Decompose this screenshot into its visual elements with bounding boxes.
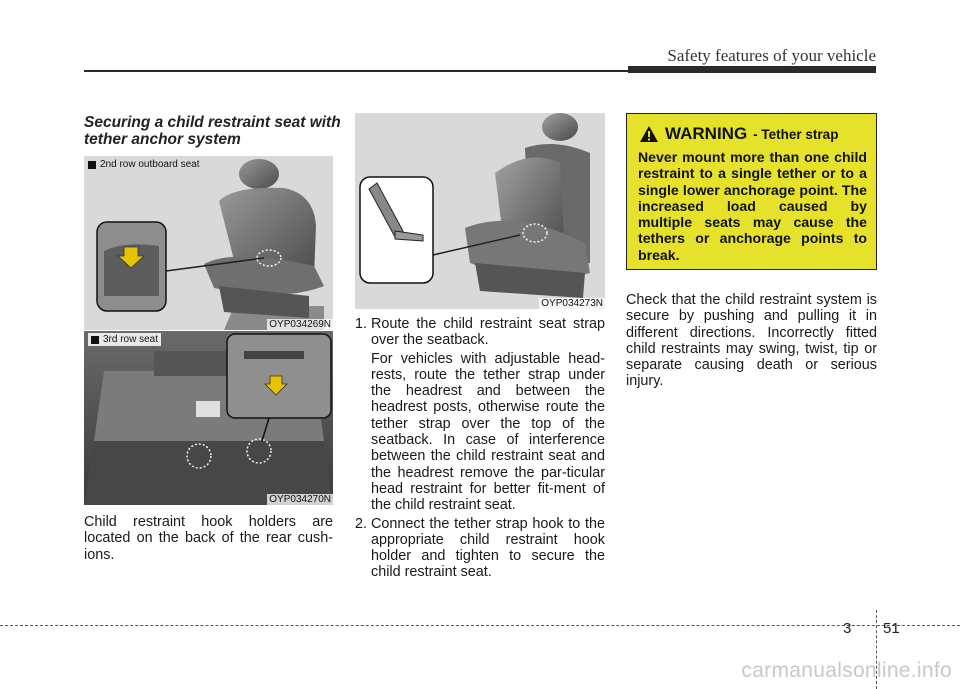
figure-caption: 3rd row seat [88,333,161,346]
section-title: Securing a child restraint seat with tether anchor system [84,114,341,148]
figure-code: OYP034270N [269,494,331,505]
footer-rule [0,625,960,626]
warning-box [626,113,877,270]
body-paragraph: Child restraint hook holders are located on the back of the rear cush-ions. [84,514,333,563]
figure-tether-strap [355,113,605,309]
body-paragraph: Check that the child restraint system is secure by pushing and pulling it in different directions. Incorrectly fitted child restraints may swing, twist, tip or separate causing death or serious injury. [626,292,877,390]
warning-label: WARNING [665,124,748,143]
figure-code: OYP034273N [541,298,603,309]
figure-code: OYP034269N [269,319,331,330]
watermark: carmanualsonline.info [741,659,952,682]
chapter-number: 3 [843,620,852,637]
warning-subtitle: - Tether strap [753,126,839,142]
warning-triangle-icon [639,125,659,143]
step-1-detail: For vehicles with adjustable head-rests, route the tether strap under the headrest and between the headrest posts, otherwise route the tether strap over the top of the seatback. In case of interference between the child restraint seat and the headrest remove the par-ticular head restraint for better fit-ment of the child restraint seat. [371,350,605,514]
instruction-steps [355,316,605,581]
page-number: 51 [883,620,900,637]
step-1: 1. Route the child restraint seat strap over the seatback. [355,316,605,349]
child-seat-illustration [355,113,605,309]
warning-text: Never mount more than one child restraint to a single tether or to a single lower anchorage point. The increased load caused by multiple seats may cause the tethers or anchorage points to break. [638,149,867,263]
seat-illustration [84,156,333,330]
square-bullet-icon [91,336,99,344]
figure-3rd-row-seat [84,331,333,505]
header-tab-bar [628,66,876,73]
running-header: Safety features of your vehicle [667,46,876,65]
figure-caption: 2nd row outboard seat [88,159,200,170]
cargo-area-illustration [84,331,333,505]
square-bullet-icon [88,161,96,169]
figure-2nd-row-seat [84,156,333,330]
warning-heading [639,124,838,144]
step-2: 2. Connect the tether strap hook to the appropriate child restraint hook holder and tighten to secure the child restraint seat. [355,515,605,581]
